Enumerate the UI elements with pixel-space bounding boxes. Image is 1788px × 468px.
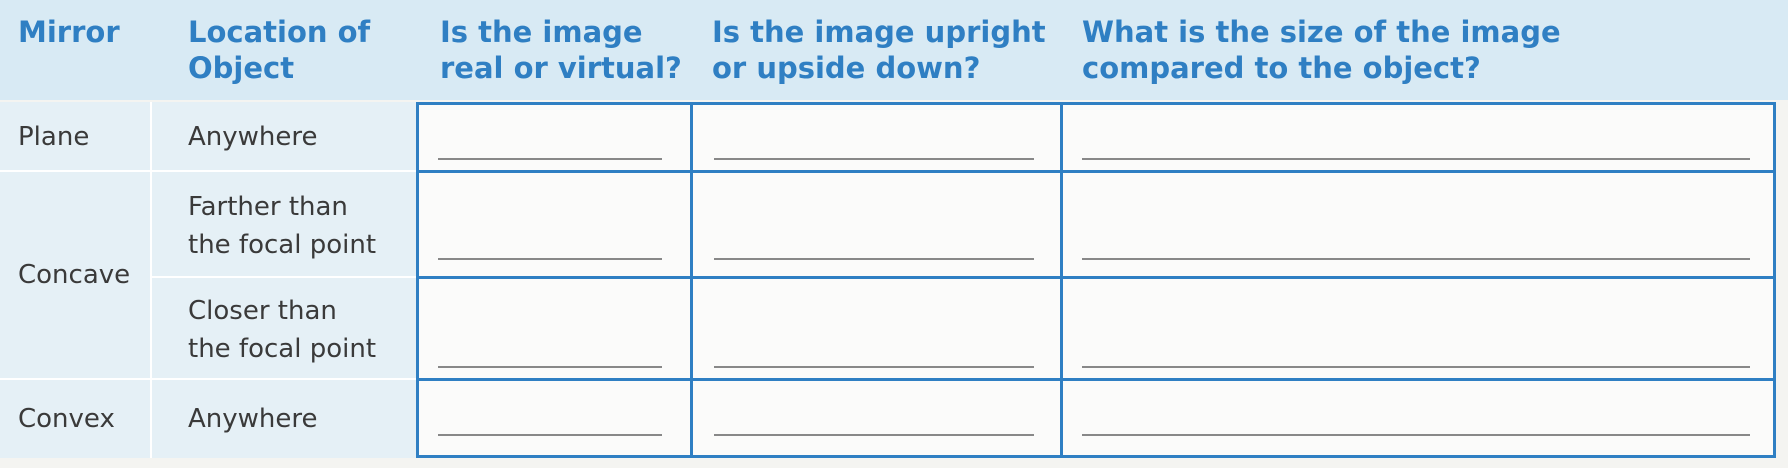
answer-blank[interactable] [714,258,1034,260]
grid-divider [416,378,1776,381]
answer-grid [416,102,1776,458]
grid-divider [416,276,1776,279]
answer-blank[interactable] [714,434,1034,436]
header-upright: Is the image upright or upside down? [712,15,1046,85]
grid-divider [416,170,1776,173]
answer-blank[interactable] [1082,258,1750,260]
separator [150,276,418,278]
grid-divider [690,102,693,458]
header-real-virtual: Is the image real or virtual? [440,15,682,85]
mirror-plane: Plane [18,122,90,152]
separator [0,378,418,380]
mirror-convex: Convex [18,404,115,434]
answer-blank[interactable] [1082,158,1750,160]
location-convex: Anywhere [188,404,318,434]
separator [0,170,418,172]
location-concave-far: Farther than the focal point [188,192,377,260]
answer-blank[interactable] [714,158,1034,160]
answer-blank[interactable] [1082,434,1750,436]
answer-blank[interactable] [438,366,662,368]
location-plane: Anywhere [188,122,318,152]
answer-blank[interactable] [714,366,1034,368]
separator [150,102,152,458]
header-mirror: Mirror [18,15,120,49]
answer-blank[interactable] [438,434,662,436]
mirror-concave: Concave [18,260,131,290]
answer-blank[interactable] [1082,366,1750,368]
grid-divider [1060,102,1063,458]
location-concave-close: Closer than the focal point [188,296,377,364]
header-location: Location of Object [188,15,371,85]
header-size: What is the size of the image compared to the object? [1082,15,1561,85]
answer-blank[interactable] [438,158,662,160]
answer-blank[interactable] [438,258,662,260]
